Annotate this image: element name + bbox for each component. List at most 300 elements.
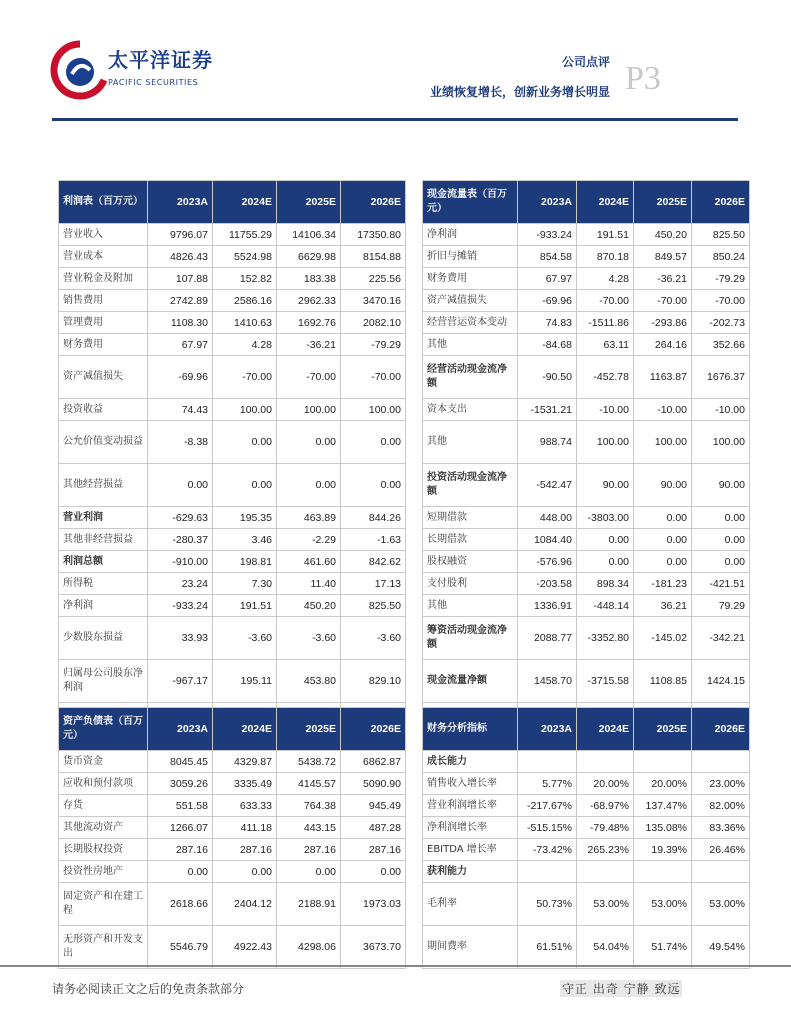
cell-value bbox=[634, 861, 692, 883]
cell-value: 79.29 bbox=[692, 595, 750, 617]
cell-value: 854.58 bbox=[518, 246, 577, 268]
row-label: 支付股利 bbox=[423, 573, 518, 595]
cell-value: -10.00 bbox=[634, 399, 692, 421]
cell-value: 3059.26 bbox=[148, 773, 213, 795]
cell-value: 3.46 bbox=[213, 529, 277, 551]
year-header: 2026E bbox=[692, 708, 750, 751]
table-row bbox=[423, 290, 750, 312]
year-header: 2026E bbox=[341, 181, 406, 224]
cell-value: 1410.63 bbox=[213, 312, 277, 334]
row-label: 销售费用 bbox=[59, 290, 148, 312]
cell-value bbox=[634, 751, 692, 773]
cell-value: 1163.87 bbox=[634, 356, 692, 399]
row-label: 经营营运资本变动 bbox=[423, 312, 518, 334]
cell-value: 844.26 bbox=[341, 507, 406, 529]
table-row bbox=[423, 268, 750, 290]
row-label: 无形资产和开发支出 bbox=[59, 926, 148, 969]
report-type: 公司点评 bbox=[561, 55, 610, 69]
year-header: 2026E bbox=[341, 708, 406, 751]
row-label: 财务费用 bbox=[423, 268, 518, 290]
cell-value bbox=[577, 751, 634, 773]
cell-value: 450.20 bbox=[634, 224, 692, 246]
cell-value: 0.00 bbox=[148, 464, 213, 507]
cell-value: 551.58 bbox=[148, 795, 213, 817]
financial-ratios-table bbox=[422, 707, 750, 969]
table-title: 现金流量表（百万元） bbox=[423, 181, 518, 224]
cell-value: 191.51 bbox=[213, 595, 277, 617]
cell-value: -145.02 bbox=[634, 617, 692, 660]
table-row bbox=[423, 773, 750, 795]
cell-value: 67.97 bbox=[148, 334, 213, 356]
cell-value: -452.78 bbox=[577, 356, 634, 399]
cell-value: 450.20 bbox=[277, 595, 341, 617]
row-label: 资本支出 bbox=[423, 399, 518, 421]
cell-value: 2082.10 bbox=[341, 312, 406, 334]
row-label: 利润总额 bbox=[59, 551, 148, 573]
cell-value: -293.86 bbox=[634, 312, 692, 334]
section-row bbox=[423, 861, 750, 883]
cell-value: 225.56 bbox=[341, 268, 406, 290]
cell-value: -36.21 bbox=[277, 334, 341, 356]
cell-value: 7.30 bbox=[213, 573, 277, 595]
table-row bbox=[59, 926, 406, 969]
cell-value: -542.47 bbox=[518, 464, 577, 507]
cell-value: 0.00 bbox=[577, 551, 634, 573]
row-label: 折旧与摊销 bbox=[423, 246, 518, 268]
cell-value: 2088.77 bbox=[518, 617, 577, 660]
cell-value: 0.00 bbox=[634, 551, 692, 573]
table-row bbox=[59, 399, 406, 421]
cell-value: 0.00 bbox=[277, 861, 341, 883]
row-label: 资产减值损失 bbox=[59, 356, 148, 399]
row-label: 其他 bbox=[423, 334, 518, 356]
cell-value: 17350.80 bbox=[341, 224, 406, 246]
section-row bbox=[423, 751, 750, 773]
cell-value: 0.00 bbox=[213, 464, 277, 507]
table-row bbox=[59, 773, 406, 795]
row-label: 营业成本 bbox=[59, 246, 148, 268]
row-label: 其他 bbox=[423, 421, 518, 464]
table-row bbox=[59, 883, 406, 926]
cell-value: 67.97 bbox=[518, 268, 577, 290]
table-row bbox=[59, 356, 406, 399]
row-label: 营业税金及附加 bbox=[59, 268, 148, 290]
cell-value: 82.00% bbox=[692, 795, 750, 817]
cell-value: -69.96 bbox=[148, 356, 213, 399]
section-label: 获利能力 bbox=[423, 861, 518, 883]
company-name-en: PACIFIC SECURITIES bbox=[108, 78, 199, 87]
cell-value: 100.00 bbox=[341, 399, 406, 421]
cell-value: 0.00 bbox=[277, 421, 341, 464]
table-row bbox=[59, 795, 406, 817]
year-header: 2025E bbox=[634, 708, 692, 751]
cell-value: 287.16 bbox=[341, 839, 406, 861]
cell-value: 764.38 bbox=[277, 795, 341, 817]
cell-value: 90.00 bbox=[692, 464, 750, 507]
row-label: 投资收益 bbox=[59, 399, 148, 421]
header-divider bbox=[52, 118, 738, 121]
cell-value: 0.00 bbox=[341, 464, 406, 507]
cell-value: 19.39% bbox=[634, 839, 692, 861]
cell-value: 8154.88 bbox=[341, 246, 406, 268]
year-header: 2025E bbox=[277, 708, 341, 751]
cell-value: -448.14 bbox=[577, 595, 634, 617]
cell-value: -1.63 bbox=[341, 529, 406, 551]
cell-value: 50.73% bbox=[518, 883, 577, 926]
row-label: EBITDA 增长率 bbox=[423, 839, 518, 861]
cell-value: 0.00 bbox=[213, 861, 277, 883]
row-label: 应收和预付款项 bbox=[59, 773, 148, 795]
cell-value: 1676.37 bbox=[692, 356, 750, 399]
cell-value bbox=[518, 751, 577, 773]
cell-value: -10.00 bbox=[577, 399, 634, 421]
footer-motto: 守正 出奇 宁静 致远 bbox=[562, 982, 681, 996]
cell-value: 2618.66 bbox=[148, 883, 213, 926]
cell-value: 11.40 bbox=[277, 573, 341, 595]
cell-value: -3.60 bbox=[341, 617, 406, 660]
cell-value: 54.04% bbox=[577, 926, 634, 969]
cell-value: -910.00 bbox=[148, 551, 213, 573]
cell-value: 829.10 bbox=[341, 660, 406, 703]
cell-value: 453.80 bbox=[277, 660, 341, 703]
table-row bbox=[59, 551, 406, 573]
cell-value: 1336.91 bbox=[518, 595, 577, 617]
cell-value: 5546.79 bbox=[148, 926, 213, 969]
table-row bbox=[59, 595, 406, 617]
cell-value: 152.82 bbox=[213, 268, 277, 290]
cell-value: 33.93 bbox=[148, 617, 213, 660]
cell-value: 74.83 bbox=[518, 312, 577, 334]
cell-value: 0.00 bbox=[634, 529, 692, 551]
cell-value: -73.42% bbox=[518, 839, 577, 861]
cell-value: 195.35 bbox=[213, 507, 277, 529]
year-header: 2024E bbox=[577, 181, 634, 224]
table-title: 资产负债表（百万元） bbox=[59, 708, 148, 751]
cell-value: 3673.70 bbox=[341, 926, 406, 969]
table-row bbox=[423, 356, 750, 399]
cell-value: -421.51 bbox=[692, 573, 750, 595]
row-label: 归属母公司股东净利润 bbox=[59, 660, 148, 703]
cell-value: 61.51% bbox=[518, 926, 577, 969]
cell-value: 74.43 bbox=[148, 399, 213, 421]
cell-value: 100.00 bbox=[213, 399, 277, 421]
cell-value: -342.21 bbox=[692, 617, 750, 660]
cell-value: 1458.70 bbox=[518, 660, 577, 703]
cell-value: 3470.16 bbox=[341, 290, 406, 312]
table-row bbox=[59, 751, 406, 773]
cell-value: 53.00% bbox=[692, 883, 750, 926]
table-row bbox=[423, 660, 750, 703]
row-label: 销售收入增长率 bbox=[423, 773, 518, 795]
cell-value: 100.00 bbox=[692, 421, 750, 464]
cell-value: -3.60 bbox=[277, 617, 341, 660]
cell-value: 90.00 bbox=[634, 464, 692, 507]
cell-value: 898.34 bbox=[577, 573, 634, 595]
year-header: 2023A bbox=[518, 181, 577, 224]
report-title: 业绩恢复增长，创新业务增长明显 bbox=[429, 85, 610, 99]
cell-value: 0.00 bbox=[341, 861, 406, 883]
pacific-securities-logo-icon bbox=[50, 40, 110, 100]
cell-value: -70.00 bbox=[692, 290, 750, 312]
cell-value: -515.15% bbox=[518, 817, 577, 839]
row-label: 长期借款 bbox=[423, 529, 518, 551]
cell-value: 5.77% bbox=[518, 773, 577, 795]
table-row bbox=[59, 246, 406, 268]
cell-value: 53.00% bbox=[577, 883, 634, 926]
cell-value: 4329.87 bbox=[213, 751, 277, 773]
table-row bbox=[423, 507, 750, 529]
balance-sheet-table bbox=[58, 707, 406, 969]
cell-value: 198.81 bbox=[213, 551, 277, 573]
row-label: 投资性房地产 bbox=[59, 861, 148, 883]
footer-disclaimer: 请务必阅读正文之后的免责条款部分 bbox=[52, 982, 245, 996]
cell-value: -2.29 bbox=[277, 529, 341, 551]
cell-value: 0.00 bbox=[577, 529, 634, 551]
table-row bbox=[423, 399, 750, 421]
cell-value: 443.15 bbox=[277, 817, 341, 839]
cell-value: 2188.91 bbox=[277, 883, 341, 926]
table-row bbox=[423, 246, 750, 268]
cell-value: 9796.07 bbox=[148, 224, 213, 246]
cell-value: 49.54% bbox=[692, 926, 750, 969]
cell-value: -79.48% bbox=[577, 817, 634, 839]
table-row bbox=[423, 529, 750, 551]
table-row bbox=[423, 883, 750, 926]
table-row bbox=[59, 464, 406, 507]
row-label: 其他 bbox=[423, 595, 518, 617]
cell-value: 135.08% bbox=[634, 817, 692, 839]
row-label: 所得税 bbox=[59, 573, 148, 595]
cell-value: 850.24 bbox=[692, 246, 750, 268]
cell-value: 4826.43 bbox=[148, 246, 213, 268]
table-row bbox=[59, 290, 406, 312]
row-label: 资产减值损失 bbox=[423, 290, 518, 312]
table-row bbox=[59, 660, 406, 703]
table-row bbox=[423, 334, 750, 356]
row-label: 管理费用 bbox=[59, 312, 148, 334]
cell-value: 633.33 bbox=[213, 795, 277, 817]
cell-value: 825.50 bbox=[692, 224, 750, 246]
year-header: 2025E bbox=[634, 181, 692, 224]
row-label: 其他经营损益 bbox=[59, 464, 148, 507]
cell-value: -181.23 bbox=[634, 573, 692, 595]
cell-value: 4.28 bbox=[577, 268, 634, 290]
cell-value: -967.17 bbox=[148, 660, 213, 703]
cell-value: 0.00 bbox=[277, 464, 341, 507]
table-header-row bbox=[59, 181, 406, 224]
cell-value: -203.58 bbox=[518, 573, 577, 595]
cell-value: 825.50 bbox=[341, 595, 406, 617]
table-row bbox=[423, 839, 750, 861]
cell-value: -69.96 bbox=[518, 290, 577, 312]
cell-value: 17.13 bbox=[341, 573, 406, 595]
cell-value: 23.24 bbox=[148, 573, 213, 595]
cell-value: 0.00 bbox=[341, 421, 406, 464]
cell-value: 14106.34 bbox=[277, 224, 341, 246]
row-label: 投资活动现金流净额 bbox=[423, 464, 518, 507]
row-label: 公允价值变动损益 bbox=[59, 421, 148, 464]
cell-value: 191.51 bbox=[577, 224, 634, 246]
cell-value: 4.28 bbox=[213, 334, 277, 356]
cell-value: 100.00 bbox=[634, 421, 692, 464]
table-row bbox=[423, 817, 750, 839]
year-header: 2023A bbox=[148, 181, 213, 224]
table-row bbox=[423, 224, 750, 246]
cell-value: 1108.85 bbox=[634, 660, 692, 703]
cell-value: 1692.76 bbox=[277, 312, 341, 334]
footer-divider bbox=[0, 965, 791, 967]
table-row bbox=[423, 421, 750, 464]
cell-value: -576.96 bbox=[518, 551, 577, 573]
year-header: 2024E bbox=[213, 708, 277, 751]
cell-value: 195.11 bbox=[213, 660, 277, 703]
row-label: 存货 bbox=[59, 795, 148, 817]
row-label: 净利润增长率 bbox=[423, 817, 518, 839]
cell-value: 6629.98 bbox=[277, 246, 341, 268]
row-label: 长期股权投资 bbox=[59, 839, 148, 861]
cell-value: 0.00 bbox=[213, 421, 277, 464]
table-title: 利润表（百万元） bbox=[59, 181, 148, 224]
cell-value: 487.28 bbox=[341, 817, 406, 839]
table-row bbox=[423, 795, 750, 817]
table-row bbox=[423, 926, 750, 969]
cell-value: -629.63 bbox=[148, 507, 213, 529]
table-row bbox=[423, 464, 750, 507]
row-label: 营业收入 bbox=[59, 224, 148, 246]
row-label: 其他流动资产 bbox=[59, 817, 148, 839]
cell-value: -68.97% bbox=[577, 795, 634, 817]
cell-value: 83.36% bbox=[692, 817, 750, 839]
table-row bbox=[59, 334, 406, 356]
cell-value: -70.00 bbox=[577, 290, 634, 312]
cell-value: 463.89 bbox=[277, 507, 341, 529]
cell-value: 20.00% bbox=[577, 773, 634, 795]
table-row bbox=[59, 861, 406, 883]
table-row bbox=[423, 617, 750, 660]
cell-value: 6862.87 bbox=[341, 751, 406, 773]
cell-value: -70.00 bbox=[634, 290, 692, 312]
cell-value: 100.00 bbox=[577, 421, 634, 464]
cell-value: -3803.00 bbox=[577, 507, 634, 529]
cell-value: 287.16 bbox=[213, 839, 277, 861]
row-label: 期间费率 bbox=[423, 926, 518, 969]
cell-value: -1511.86 bbox=[577, 312, 634, 334]
cell-value: -3715.58 bbox=[577, 660, 634, 703]
cell-value: 23.00% bbox=[692, 773, 750, 795]
cell-value: -933.24 bbox=[148, 595, 213, 617]
company-name-cn: 太平洋证券 bbox=[108, 48, 213, 72]
row-label: 净利润 bbox=[423, 224, 518, 246]
year-header: 2024E bbox=[213, 181, 277, 224]
cell-value: 4298.06 bbox=[277, 926, 341, 969]
cell-value: 53.00% bbox=[634, 883, 692, 926]
cell-value: 5090.90 bbox=[341, 773, 406, 795]
cell-value: -79.29 bbox=[341, 334, 406, 356]
page-number: P3 bbox=[625, 60, 661, 97]
cell-value: 2404.12 bbox=[213, 883, 277, 926]
table-header-row bbox=[59, 708, 406, 751]
cell-value: -79.29 bbox=[692, 268, 750, 290]
cell-value: 0.00 bbox=[692, 507, 750, 529]
section-label: 成长能力 bbox=[423, 751, 518, 773]
cell-value: 20.00% bbox=[634, 773, 692, 795]
row-label: 其他非经营损益 bbox=[59, 529, 148, 551]
row-label: 股权融资 bbox=[423, 551, 518, 573]
row-label: 现金流量净额 bbox=[423, 660, 518, 703]
row-label: 固定资产和在建工程 bbox=[59, 883, 148, 926]
cell-value: 287.16 bbox=[148, 839, 213, 861]
cell-value: 264.16 bbox=[634, 334, 692, 356]
cell-value: -10.00 bbox=[692, 399, 750, 421]
cell-value: -1531.21 bbox=[518, 399, 577, 421]
cell-value: 107.88 bbox=[148, 268, 213, 290]
cell-value: -202.73 bbox=[692, 312, 750, 334]
row-label: 营业利润 bbox=[59, 507, 148, 529]
row-label: 短期借款 bbox=[423, 507, 518, 529]
table-title: 财务分析指标 bbox=[423, 708, 518, 751]
row-label: 财务费用 bbox=[59, 334, 148, 356]
cell-value: -70.00 bbox=[341, 356, 406, 399]
cell-value: 1973.03 bbox=[341, 883, 406, 926]
cell-value: 411.18 bbox=[213, 817, 277, 839]
cell-value: -84.68 bbox=[518, 334, 577, 356]
cell-value: 4922.43 bbox=[213, 926, 277, 969]
cell-value: 36.21 bbox=[634, 595, 692, 617]
cell-value: 461.60 bbox=[277, 551, 341, 573]
cell-value: 0.00 bbox=[148, 861, 213, 883]
year-header: 2024E bbox=[577, 708, 634, 751]
cell-value: 0.00 bbox=[692, 551, 750, 573]
cell-value: 4145.57 bbox=[277, 773, 341, 795]
table-row bbox=[59, 268, 406, 290]
cell-value bbox=[692, 861, 750, 883]
cell-value bbox=[518, 861, 577, 883]
table-row bbox=[423, 595, 750, 617]
table-row bbox=[59, 529, 406, 551]
table-header-row bbox=[423, 708, 750, 751]
cell-value: 448.00 bbox=[518, 507, 577, 529]
row-label: 货币资金 bbox=[59, 751, 148, 773]
cell-value: 1108.30 bbox=[148, 312, 213, 334]
cell-value: -217.67% bbox=[518, 795, 577, 817]
cell-value: 2586.16 bbox=[213, 290, 277, 312]
cell-value: 5438.72 bbox=[277, 751, 341, 773]
cell-value: 1424.15 bbox=[692, 660, 750, 703]
table-row bbox=[59, 507, 406, 529]
cell-value: 352.66 bbox=[692, 334, 750, 356]
table-row bbox=[59, 573, 406, 595]
cell-value: 183.38 bbox=[277, 268, 341, 290]
table-row bbox=[59, 312, 406, 334]
cell-value: 849.57 bbox=[634, 246, 692, 268]
year-header: 2023A bbox=[518, 708, 577, 751]
cell-value: -3.60 bbox=[213, 617, 277, 660]
cashflow-statement-table bbox=[422, 180, 750, 720]
cell-value: -70.00 bbox=[213, 356, 277, 399]
row-label: 筹资活动现金流净额 bbox=[423, 617, 518, 660]
table-row bbox=[59, 617, 406, 660]
cell-value: -933.24 bbox=[518, 224, 577, 246]
cell-value bbox=[577, 861, 634, 883]
company-logo bbox=[50, 40, 213, 100]
year-header: 2023A bbox=[148, 708, 213, 751]
cell-value: -3352.80 bbox=[577, 617, 634, 660]
cell-value: -36.21 bbox=[634, 268, 692, 290]
cell-value: 51.74% bbox=[634, 926, 692, 969]
table-row bbox=[423, 551, 750, 573]
table-row bbox=[423, 312, 750, 334]
year-header: 2025E bbox=[277, 181, 341, 224]
